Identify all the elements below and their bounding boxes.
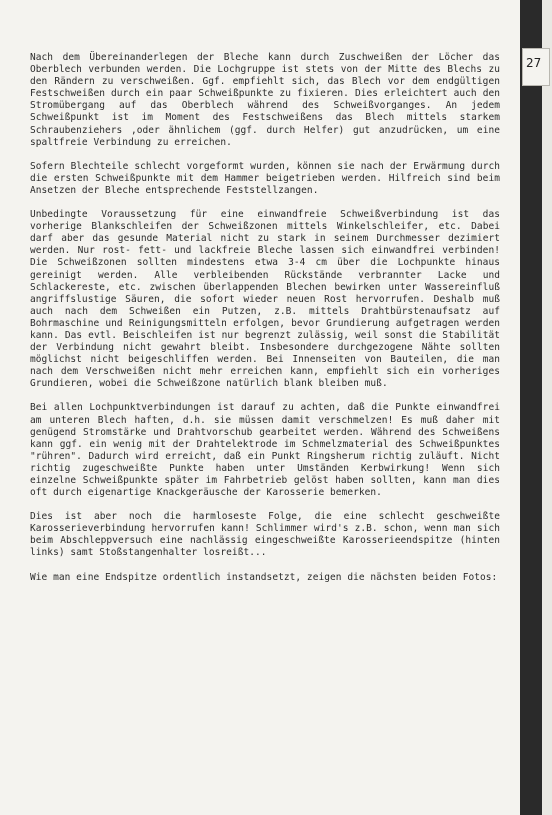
paragraph: Unbedingte Voraussetzung für eine einwandfreie Schweißverbindung ist das vorherige Blankschleifen der Schweißzonen mittels Winkelschleifer, etc. Dabei darf aber das gesunde Material nicht zu stark in seinem Durchmesser dezimiert werden. Nur rost- fett- und lackfreie Bleche lassen sich einwandfrei verbinden! Die Schweißzonen sollten mindestens etwa 3-4 cm über die Lochpunkte hinaus gereinigt werden. Alle verbleibenden Rückstände verbrannter Lacke und Schlackereste, etc. zwischen überlappenden Blechen bewirken unter Wassereinfluß angriffslustige Säuren, die sofort wieder neuen Rost hervorrufen. Deshalb muß auch nach dem Schweißen ein Putzen, z.B. mittels Drahtbürstenaufsatz auf Bohrmaschine und Reinigungsmitteln erfolgen, bevor Grundierung aufgetragen werden kann. Das evtl. Beischleifen ist nur begrenzt zulässig, weil sonst die Stabilität der Verbindung nicht gewahrt bleibt. Insbesondere durchgezogene Nähte sollten möglichst nicht beigeschliffen werden. Bei Innenseiten von Bauteilen, die man nach dem Verschweißen nicht mehr erreichen kann, empfiehlt sich ein vorheriges Grundieren, wobei die Schweißzone natürlich blank bleiben muß. — [30, 209, 500, 390]
page-number: 27 — [526, 56, 542, 70]
paragraph: Dies ist aber noch die harmloseste Folge, die eine schlecht geschweißte Karosserieverbindung hervorrufen kann! Schlimmer wird's z.B. schon, wenn man sich beim Abschleppversuch eine nachlässig eingeschweißte Karosserieendspitze (hinten links) samt Stoßstangenhalter losreißt... — [30, 511, 500, 559]
paragraph: Wie man eine Endspitze ordentlich instandsetzt, zeigen die nächsten beiden Fotos: — [30, 571, 498, 583]
edge-bar — [520, 0, 542, 815]
body-text — [30, 52, 500, 596]
paragraph: Sofern Blechteile schlecht vorgeformt wurden, können sie nach der Erwärmung durch die ersten Schweißpunkte mit dem Hammer beigetrieben werden. Hilfreich sind beim Ansetzen der Bleche entsprechende Feststellzangen. — [30, 160, 500, 196]
paragraph: Nach dem Übereinanderlegen der Bleche kann durch Zuschweißen der Löcher das Oberblech verbunden werden. Die Lochgruppe ist stets von der Mitte des Blechs zu den Rändern zu verschweißen. Ggf. empfiehlt sich, das Blech vor dem endgültigen Festschweißen durch ein paar Schweißpunkte zu fixieren. Dies erleichtert auch den Stromübergang auf das Oberblech während des Schweißvorganges. An jedem Schweißpunkt ist im Moment des Festschweißens das Blech mittels starkem Schraubenziehers ,oder ähnlichem (ggf. durch Helfer) gut anzudrücken, um eine spaltfreie Verbindung zu erreichen. — [30, 52, 500, 148]
paragraph: Bei allen Lochpunktverbindungen ist darauf zu achten, daß die Punkte einwandfrei am unteren Blech haften, d.h. sie müssen damit verschmelzen! Es muß daher mit genügend Stromstärke und Drahtvorschub gearbeitet werden. Während des Schweißens kann ggf. ein wenig mit der Drahtelektrode im Schmelzmaterial des Schweißpunktes "rühren". Dadurch wird erreicht, daß ein Punkt Ringsherum richtig zuläuft. Nicht richtig zugeschweißte Punkte haben unter Umständen Kerbwirkung! Wenn sich einzelne Schweißpunkte später im Fahrbetrieb gelöst haben sollten, kann man dies oft durch eigenartige Knackgeräusche der Karosserie bemerken. — [30, 402, 500, 499]
